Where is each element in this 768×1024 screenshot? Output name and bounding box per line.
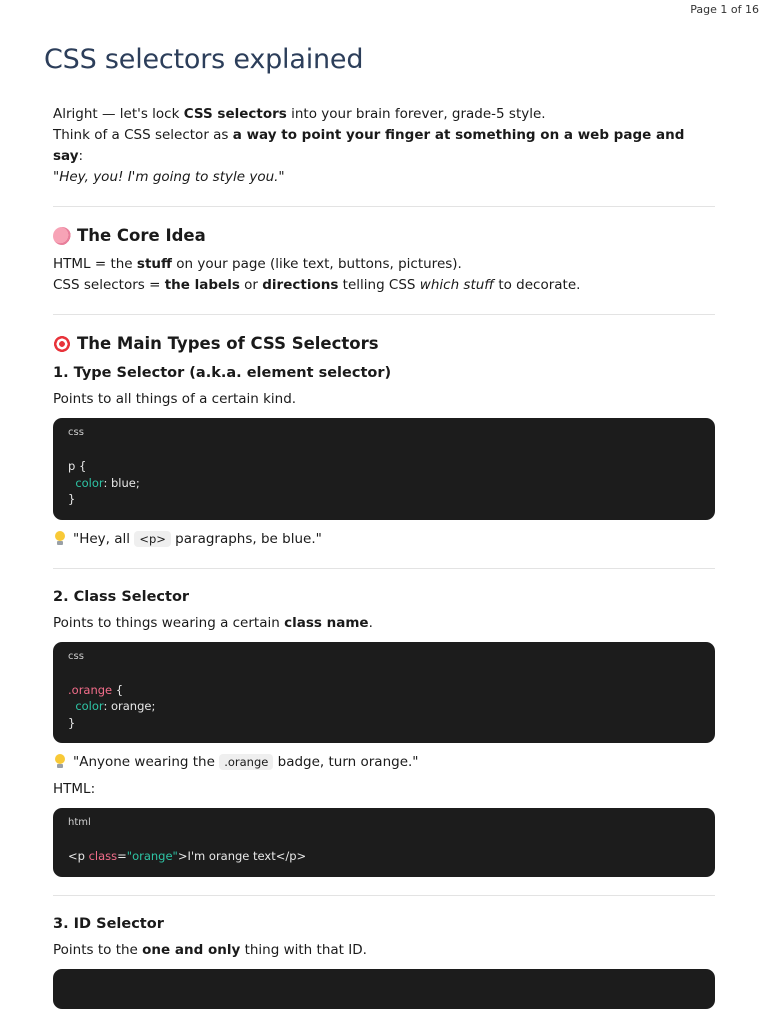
page-indicator: Page 1 of 16 [690,3,759,16]
code-line: <p class="orange">I'm orange text</p> [68,849,307,863]
html-label: HTML: [53,781,96,797]
class-selector-desc: Points to things wearing a certain class name. [53,614,373,631]
inline-code: <p> [134,531,171,547]
main-types-heading: The Main Types of CSS Selectors [53,332,715,356]
core-line-2: CSS selectors = the labels or directions telling CSS which stuff to decorate. [53,277,581,293]
intro-quote: "Hey, you! I'm going to style you." [53,169,285,185]
code-language-label: html [68,817,91,828]
code-line: color: orange; [75,699,156,713]
type-selector-tip: "Hey, all <p> paragraphs, be blue." [53,528,715,550]
divider [53,895,715,896]
class-selector-tip: "Anyone wearing the .orange badge, turn orange." [53,751,715,773]
code-line: } [68,492,76,506]
code-line: } [68,715,76,730]
core-line-1: HTML = the stuff on your page (like text, buttons, pictures). [53,256,462,272]
type-selector-desc: Points to all things of a certain kind. [53,391,297,407]
code-language-label: css [68,650,84,662]
dart-icon [53,335,71,353]
class-selector-code-block[interactable] [53,642,715,744]
type-selector-code-block[interactable] [53,418,715,520]
divider [53,314,715,315]
id-selector-code-block-partial[interactable] [53,969,715,1009]
brain-icon [53,227,71,245]
document-title: CSS selectors explained [44,44,364,75]
divider [53,206,715,207]
core-idea-heading: The Core Idea [53,224,715,248]
inline-code: .orange [219,754,273,770]
intro-line-2: Think of a CSS selector as a way to point your finger at something on a web page and say: [53,127,685,164]
code-line: color: blue; [75,475,140,490]
code-language-label: css [68,427,84,438]
code-line: p { [68,459,87,473]
class-html-code-block[interactable] [53,808,715,877]
lightbulb-icon [53,531,67,547]
divider [53,568,715,569]
code-line: .orange { [68,682,124,697]
type-selector-heading: 1. Type Selector (a.k.a. element selector) [53,365,392,381]
id-selector-heading: 3. ID Selector [53,915,164,932]
intro-line-1: Alright — let's lock CSS selectors into your brain forever, grade-5 style. [53,106,546,122]
lightbulb-icon [53,754,67,770]
id-selector-desc: Points to the one and only thing with that ID. [53,941,367,958]
class-selector-heading: 2. Class Selector [53,588,190,605]
document-body [53,104,715,1017]
